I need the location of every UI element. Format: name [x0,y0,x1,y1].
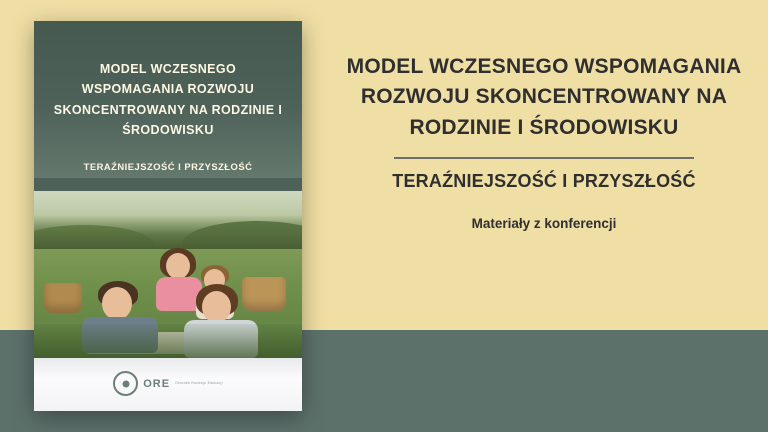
cover-footer [34,358,302,411]
photo-picnic-basket-left [44,283,82,313]
photo-picnic-basket-right [242,277,286,311]
book-cover [34,21,302,411]
photo-person-head [166,253,190,279]
publisher-logo-subtext: Ośrodek Rozwoju Edukacji [175,380,223,385]
photo-treeline [34,215,302,249]
circle-logo-icon [113,371,138,396]
publisher-logo [34,371,302,396]
publisher-logo-text: ORE [143,377,171,390]
cover-title: MODEL WCZESNEGO WSPOMAGANIA ROZWOJU SKONCENTROWANY NA RODZINIE I ŚRODOWISKU [53,62,283,137]
cover-subtitle: TERAŹNIEJSZOŚĆ I PRZYSZŁOŚĆ [83,161,253,172]
title-divider [394,157,694,159]
cover-photograph [34,191,302,358]
title-panel [338,52,750,231]
photo-foreground-grass [34,324,302,358]
photo-person-head [102,287,132,320]
page-subtitle: TERAŹNIEJSZOŚĆ I PRZYSZŁOŚĆ [392,170,696,191]
materials-caption: Materiały z konferencji [471,215,617,231]
photo-person-head [202,291,231,323]
page-title: MODEL WCZESNEGO WSPOMAGANIA ROZWOJU SKONCENTROWANY NA RODZINIE I ŚRODOWISKU [346,55,742,139]
